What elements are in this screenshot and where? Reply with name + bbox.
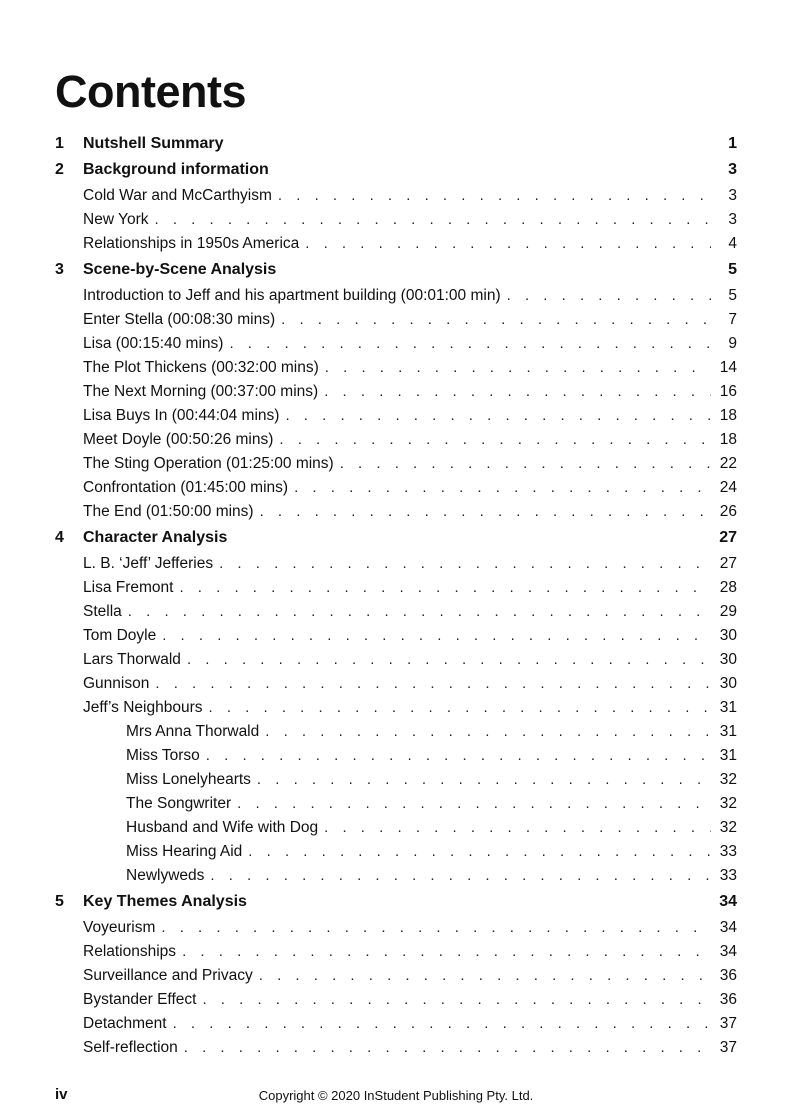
entry-page-number: 36 — [719, 991, 737, 1008]
entry-title: Surveillance and Privacy — [83, 967, 253, 984]
page-footer — [55, 1086, 737, 1106]
entry-title: New York — [83, 211, 149, 228]
entry-title: The End (01:50:00 mins) — [83, 503, 254, 520]
page-title: Contents — [55, 66, 246, 117]
toc-subsection-row[interactable] — [55, 816, 737, 840]
entry-page-number: 28 — [719, 579, 737, 596]
entry-page-number: 16 — [719, 383, 737, 400]
toc-section-row[interactable] — [55, 916, 737, 940]
toc-subsection-row[interactable] — [55, 720, 737, 744]
entry-page-number: 33 — [719, 843, 737, 860]
toc-section-row[interactable] — [55, 208, 737, 232]
entry-page-number: 37 — [719, 1039, 737, 1056]
table-of-contents — [55, 132, 737, 1060]
entry-page-number: 29 — [719, 603, 737, 620]
toc-section-row[interactable] — [55, 356, 737, 380]
entry-title: Jeff’s Neighbours — [83, 699, 203, 716]
dot-leader — [208, 696, 711, 720]
toc-subsection-row[interactable] — [55, 744, 737, 768]
entry-title: Lars Thorwald — [83, 651, 181, 668]
toc-section-row[interactable] — [55, 964, 737, 988]
entry-title: Husband and Wife with Dog — [126, 819, 319, 836]
dot-leader — [184, 1036, 711, 1060]
entry-title: Bystander Effect — [83, 991, 197, 1008]
toc-section-row[interactable] — [55, 1036, 737, 1060]
chapter-number: 3 — [55, 261, 64, 278]
entry-title: Cold War and McCarthyism — [83, 187, 272, 204]
toc-section-row[interactable] — [55, 500, 737, 524]
dot-leader — [206, 744, 711, 768]
chapter-number: 2 — [55, 161, 64, 178]
entry-title: Introduction to Jeff and his apartment building (00:01:00 min) — [83, 287, 501, 304]
toc-section-row[interactable] — [55, 308, 737, 332]
entry-page-number: 36 — [719, 967, 737, 984]
chapter-title: Scene-by-Scene Analysis — [83, 261, 277, 278]
dot-leader — [179, 576, 711, 600]
copyright-notice: Copyright © 2020 InStudent Publishing Pty. Ltd. — [258, 1088, 534, 1103]
entry-page-number: 30 — [719, 675, 737, 692]
toc-subsection-row[interactable] — [55, 792, 737, 816]
entry-title: Gunnison — [83, 675, 150, 692]
dot-leader — [219, 552, 711, 576]
toc-section-row[interactable] — [55, 624, 737, 648]
entry-page-number: 31 — [719, 699, 737, 716]
dot-leader — [128, 600, 711, 624]
entry-title: Lisa Fremont — [83, 579, 174, 596]
chapter-page-number: 27 — [719, 529, 737, 546]
dot-leader — [187, 648, 711, 672]
dot-leader — [278, 184, 711, 208]
dot-leader — [248, 840, 711, 864]
entry-page-number: 14 — [719, 359, 737, 376]
entry-title: Relationships — [83, 943, 177, 960]
chapter-number: 1 — [55, 135, 64, 152]
entry-page-number: 18 — [719, 431, 737, 448]
toc-section-row[interactable] — [55, 284, 737, 308]
entry-page-number: 37 — [719, 1015, 737, 1032]
entry-page-number: 3 — [728, 187, 737, 204]
entry-title: Miss Hearing Aid — [126, 843, 243, 860]
dot-leader — [324, 816, 711, 840]
toc-section-row[interactable] — [55, 380, 737, 404]
chapter-title: Background information — [83, 161, 269, 178]
toc-section-row[interactable] — [55, 476, 737, 500]
chapter-title: Character Analysis — [83, 529, 228, 546]
toc-section-row[interactable] — [55, 648, 737, 672]
dot-leader — [229, 332, 711, 356]
entry-title: Tom Doyle — [83, 627, 157, 644]
toc-section-row[interactable] — [55, 232, 737, 256]
entry-title: Self-reflection — [83, 1039, 178, 1056]
dot-leader — [325, 356, 711, 380]
entry-page-number: 22 — [719, 455, 737, 472]
entry-title: Lisa Buys In (00:44:04 mins) — [83, 407, 280, 424]
dot-leader — [340, 452, 711, 476]
entry-page-number: 32 — [719, 771, 737, 788]
dot-leader — [155, 672, 711, 696]
dot-leader — [294, 476, 711, 500]
chapter-number: 5 — [55, 893, 64, 910]
dot-leader — [507, 284, 711, 308]
entry-page-number: 33 — [719, 867, 737, 884]
dot-leader — [259, 964, 711, 988]
dot-leader — [202, 988, 711, 1012]
chapter-page-number: 1 — [728, 135, 737, 152]
entry-page-number: 18 — [719, 407, 737, 424]
entry-title: L. B. ‘Jeff’ Jefferies — [83, 555, 214, 572]
dot-leader — [281, 308, 711, 332]
toc-section-row[interactable] — [55, 672, 737, 696]
entry-page-number: 31 — [719, 723, 737, 740]
dot-leader — [279, 428, 711, 452]
entry-title: Newlyweds — [126, 867, 205, 884]
chapter-number: 4 — [55, 529, 64, 546]
entry-page-number: 4 — [728, 235, 737, 252]
toc-section-row[interactable] — [55, 552, 737, 576]
toc-section-row[interactable] — [55, 576, 737, 600]
entry-page-number: 31 — [719, 747, 737, 764]
entry-page-number: 26 — [719, 503, 737, 520]
entry-page-number: 7 — [728, 311, 737, 328]
dot-leader — [210, 864, 711, 888]
dot-leader — [173, 1012, 711, 1036]
toc-section-row[interactable] — [55, 988, 737, 1012]
page-number: iv — [55, 1086, 68, 1103]
entry-title: Enter Stella (00:08:30 mins) — [83, 311, 276, 328]
toc-subsection-row[interactable] — [55, 840, 737, 864]
dot-leader — [182, 940, 711, 964]
entry-page-number: 32 — [719, 819, 737, 836]
toc-subsection-row[interactable] — [55, 864, 737, 888]
toc-section-row[interactable] — [55, 428, 737, 452]
chapter-page-number: 5 — [728, 261, 737, 278]
toc-chapter-row[interactable] — [55, 132, 737, 156]
entry-title: The Next Morning (00:37:00 mins) — [83, 383, 319, 400]
entry-page-number: 34 — [719, 943, 737, 960]
toc-section-row[interactable] — [55, 696, 737, 720]
dot-leader — [154, 208, 711, 232]
entry-page-number: 3 — [728, 211, 737, 228]
toc-chapter-row[interactable] — [55, 156, 737, 184]
chapter-title: Nutshell Summary — [83, 135, 224, 152]
entry-page-number: 9 — [728, 335, 737, 352]
entry-title: Stella — [83, 603, 122, 620]
toc-section-row[interactable] — [55, 452, 737, 476]
entry-title: Detachment — [83, 1015, 167, 1032]
entry-title: The Plot Thickens (00:32:00 mins) — [83, 359, 319, 376]
dot-leader — [237, 792, 711, 816]
toc-section-row[interactable] — [55, 332, 737, 356]
dot-leader — [257, 768, 711, 792]
entry-title: Lisa (00:15:40 mins) — [83, 335, 224, 352]
entry-page-number: 5 — [728, 287, 737, 304]
entry-page-number: 30 — [719, 627, 737, 644]
entry-title: The Sting Operation (01:25:00 mins) — [83, 455, 334, 472]
toc-chapter-row[interactable] — [55, 256, 737, 284]
toc-chapter-row[interactable] — [55, 888, 737, 916]
chapter-title: Key Themes Analysis — [83, 893, 247, 910]
toc-section-row[interactable] — [55, 600, 737, 624]
dot-leader — [260, 500, 711, 524]
toc-section-row[interactable] — [55, 940, 737, 964]
dot-leader — [162, 624, 711, 648]
dot-leader — [324, 380, 711, 404]
dot-leader — [285, 404, 711, 428]
toc-subsection-row[interactable] — [55, 768, 737, 792]
entry-page-number: 27 — [719, 555, 737, 572]
chapter-page-number: 3 — [728, 161, 737, 178]
dot-leader — [161, 916, 711, 940]
dot-leader — [305, 232, 711, 256]
entry-title: Mrs Anna Thorwald — [126, 723, 260, 740]
chapter-page-number: 34 — [719, 893, 737, 910]
toc-section-row[interactable] — [55, 1012, 737, 1036]
dot-leader — [265, 720, 711, 744]
entry-title: Voyeurism — [83, 919, 156, 936]
entry-page-number: 30 — [719, 651, 737, 668]
toc-section-row[interactable] — [55, 404, 737, 428]
entry-page-number: 32 — [719, 795, 737, 812]
entry-title: Meet Doyle (00:50:26 mins) — [83, 431, 274, 448]
entry-title: Confrontation (01:45:00 mins) — [83, 479, 289, 496]
entry-title: Miss Torso — [126, 747, 200, 764]
entry-page-number: 24 — [719, 479, 737, 496]
entry-title: Miss Lonelyhearts — [126, 771, 251, 788]
toc-chapter-row[interactable] — [55, 524, 737, 552]
entry-title: The Songwriter — [126, 795, 232, 812]
entry-page-number: 34 — [719, 919, 737, 936]
toc-section-row[interactable] — [55, 184, 737, 208]
entry-title: Relationships in 1950s America — [83, 235, 300, 252]
